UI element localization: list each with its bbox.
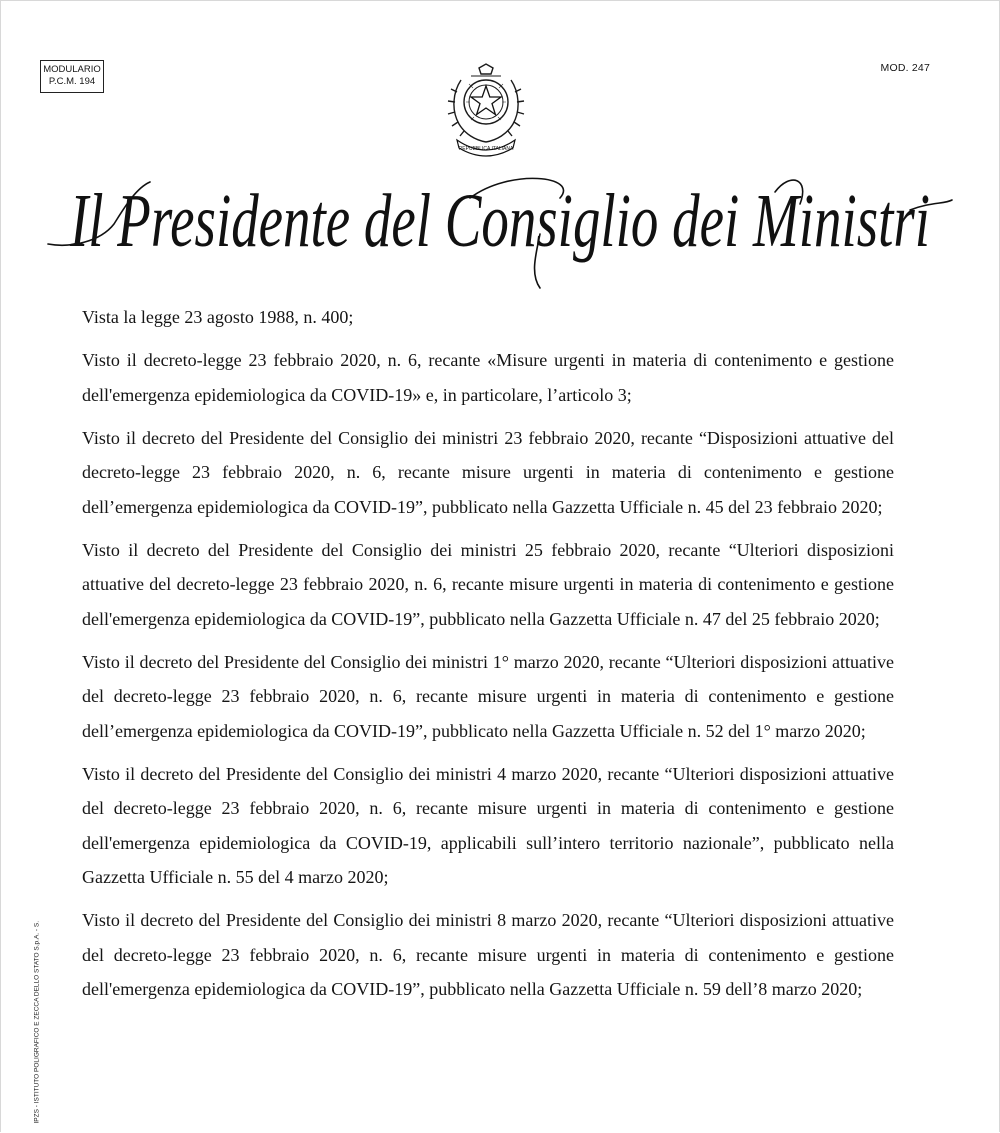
preamble-paragraph: Visto il decreto del Presidente del Consiglio dei ministri 1° marzo 2020, recante “Ulteriori disposizioni attuative del decreto-legge 23 febbraio 2020, n. 6, recante misure urgenti in materia di contenimento e gestione dell’emergenza epidemiologica da COVID-19”, pubblicato nella Gazzetta Ufficiale n. 52 del 1° marzo 2020; (82, 651, 894, 741)
preamble-paragraph: Vista la legge 23 agosto 1988, n. 400; (82, 307, 354, 327)
margin-printer-text: IPZS - ISTITUTO POLIGRAFICO E ZECCA DELLO STATO S.p.A. - S. (33, 920, 41, 1124)
italian-republic-emblem-icon (441, 62, 531, 160)
form-model-number: MOD. 247 (880, 62, 930, 74)
margin-printer-mark (27, 920, 41, 1130)
preamble-paragraph: Visto il decreto del Presidente del Consiglio dei ministri 8 marzo 2020, recante “Ulteriori disposizioni attuative del decreto-legge 23 febbraio 2020, n. 6, recante misure urgenti in materia di contenimento e gestione dell'emergenza epidemiologica da COVID-19”, pubblicato nella Gazzetta Ufficiale n. 59 dell’8 marzo 2020; (82, 910, 894, 999)
form-box-line-2: P.C.M. 194 (48, 76, 96, 87)
letterhead-title-text: Il Presidente del Consiglio dei Ministri (69, 179, 930, 263)
letterhead-title (40, 164, 960, 294)
preamble-paragraph: Visto il decreto-legge 23 febbraio 2020, n. 6, recante «Misure urgenti in materia di contenimento e gestione dell'emergenza epidemiologica da COVID-19» e, in particolare, l’articolo 3; (82, 350, 894, 405)
form-code-box (40, 60, 104, 93)
preamble-paragraph: Visto il decreto del Presidente del Consiglio dei ministri 23 febbraio 2020, recante “Disposizioni attuative del decreto-legge 23 febbraio 2020, n. 6, recante misure urgenti in materia di contenimento e gestione dell’emergenza epidemiologica da COVID-19”, pubblicato nella Gazzetta Ufficiale n. 45 del 23 febbraio 2020; (82, 427, 894, 517)
emblem-banner-text: REPUBBLICA ITALIANA (458, 146, 514, 152)
preamble-paragraph: Visto il decreto del Presidente del Consiglio dei ministri 25 febbraio 2020, recante “Ulteriori disposizioni attuative del decreto-legge 23 febbraio 2020, n. 6, recante misure urgenti in materia di contenimento e gestione dell'emergenza epidemiologica da COVID-19”, pubblicato nella Gazzetta Ufficiale n. 47 del 25 febbraio 2020; (82, 539, 894, 629)
preamble-paragraph: Visto il decreto del Presidente del Consiglio dei ministri 4 marzo 2020, recante “Ulteriori disposizioni attuative del decreto-legge 23 febbraio 2020, n. 6, recante misure urgenti in materia di contenimento e gestione dell'emergenza epidemiologica da COVID-19, applicabili sull’intero territorio nazionale”, pubblicato nella Gazzetta Ufficiale n. 55 del 4 marzo 2020; (82, 763, 894, 887)
form-box-line-1: MODULARIO (43, 64, 101, 75)
document-body (82, 300, 894, 1015)
